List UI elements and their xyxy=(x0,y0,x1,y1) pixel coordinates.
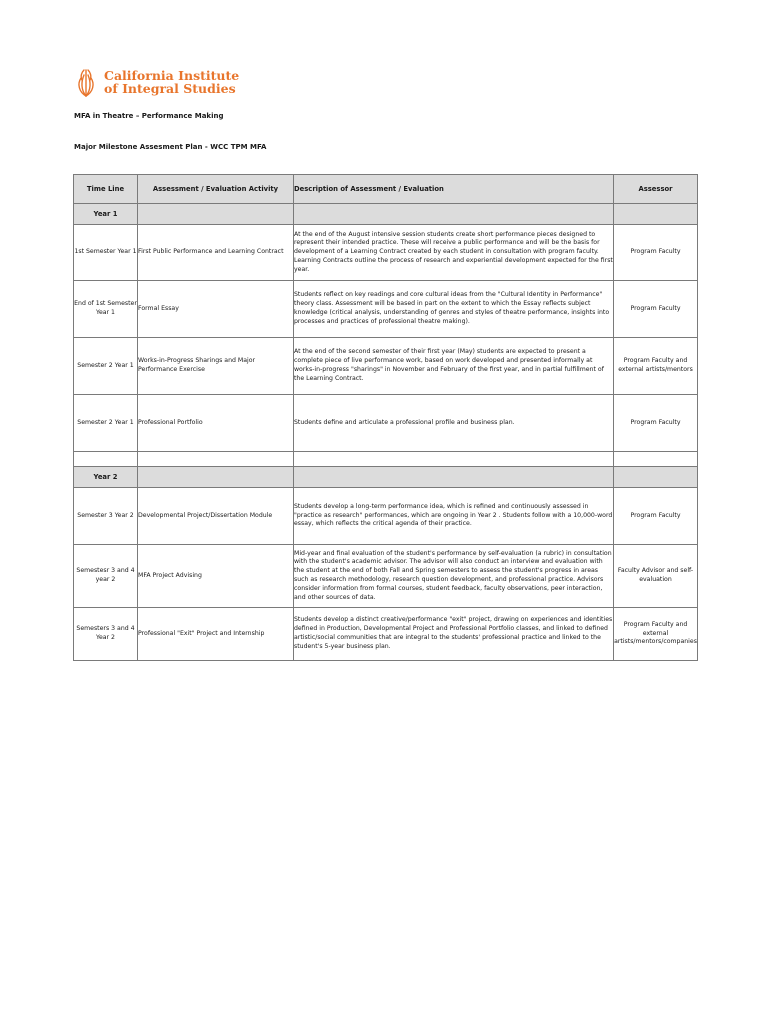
table-row xyxy=(74,488,698,545)
row-activity: Professional Portfolio xyxy=(138,395,294,452)
header-timeline: Time Line xyxy=(74,175,138,204)
table-row xyxy=(74,395,698,452)
row-assessor: Faculty Advisor and self-evaluation xyxy=(614,545,698,608)
year-2-empty-cell xyxy=(138,467,294,488)
year-2-empty-cell xyxy=(294,467,614,488)
row-timeline: 1st Semester Year 1 xyxy=(74,225,138,281)
row-description: At the end of the August intensive session students create short performance pieces designed to represent their intended practice. These will receive a public performance and will be the basis for development of a Learning Contract created by each student in consultation with program faculty. Learning Contracts outline the process of research and experiential development expected for the first year. xyxy=(294,225,614,281)
row-timeline: Semester 2 Year 1 xyxy=(74,338,138,395)
institution-logo xyxy=(74,66,239,98)
row-timeline: Semestesr 3 and 4 year 2 xyxy=(74,545,138,608)
row-description: Students develop a long-term performance idea, which is refined and continuously assessed in "practice as research" performances, which are ongoing in Year 2 . Students follow with a 10,000-word essay, which reflects the critical agenda of their practice. xyxy=(294,488,614,545)
header-activity: Assessment / Evaluation Activity xyxy=(138,175,294,204)
table-row xyxy=(74,338,698,395)
year-1-empty-cell xyxy=(294,204,614,225)
spacer-row xyxy=(74,452,698,467)
row-assessor: Program Faculty and external artists/mentors/companies xyxy=(614,608,698,661)
row-description xyxy=(294,545,614,608)
row-activity: Formal Essay xyxy=(138,281,294,338)
row-activity: Developmental Project/Dissertation Module xyxy=(138,488,294,545)
row-activity: Works-in-Progress Sharings and Major Performance Exercise xyxy=(138,338,294,395)
year-2-empty-cell xyxy=(614,467,698,488)
institution-name xyxy=(104,69,239,96)
row-description-text: Mid-year and final evaluation of the student's performance by self-evaluation (a rubric) in consultation with the student's academic advisor. The advisor will also conduct an interview and evaluation with the student at the end of both Fall and Spring semesters to assess the student's progress in areas such as research methodology, research question development, and professional practice. Advisors consider information from formal courses, student feedback, faculty observations, peer interaction, and other sources of data. xyxy=(294,549,612,601)
year-1-row xyxy=(74,204,698,225)
row-description: Students reflect on key readings and core cultural ideas from the "Cultural Identity in Performance" theory class. Assessment will be based in part on the extent to which the Essay reflects subject knowledge (critical analysis, understanding of genres and styles of theatre performance, insights into processes and practices of professional theatre making). xyxy=(294,281,614,338)
assessment-plan-table xyxy=(73,174,698,661)
row-activity: MFA Project Advising xyxy=(138,545,294,608)
header-description: Description of Assessment / Evaluation xyxy=(294,175,614,204)
year-1-label: Year 1 xyxy=(74,204,138,225)
year-1-empty-cell xyxy=(138,204,294,225)
row-description: Students define and articulate a professional profile and business plan. xyxy=(294,395,614,452)
row-assessor: Program Faculty xyxy=(614,281,698,338)
row-assessor: Program Faculty xyxy=(614,395,698,452)
row-assessor: Program Faculty and external artists/mentors xyxy=(614,338,698,395)
program-title: MFA in Theatre – Performance Making xyxy=(74,112,224,120)
header-assessor: Assessor xyxy=(614,175,698,204)
year-2-label: Year 2 xyxy=(74,467,138,488)
row-description: Students develop a distinct creative/performance "exit" project, drawing on experiences and identities defined in Production, Developmental Project and Professional Portfolio classes, and linked to defined artistic/social communities that are integral to the students' professional practice and linked to the student's 5-year business plan. xyxy=(294,608,614,661)
plan-title: Major Milestone Assesment Plan - WCC TPM MFA xyxy=(74,143,267,151)
row-timeline: Semesters 3 and 4 Year 2 xyxy=(74,608,138,661)
row-assessor: Program Faculty xyxy=(614,488,698,545)
row-timeline: Semester 2 Year 1 xyxy=(74,395,138,452)
table-row xyxy=(74,281,698,338)
spacer-cell xyxy=(74,452,138,467)
institution-name-line1: California Institute xyxy=(104,67,240,83)
spacer-cell xyxy=(138,452,294,467)
spacer-cell xyxy=(614,452,698,467)
year-2-row xyxy=(74,467,698,488)
institution-name-line2: of Integral Studies xyxy=(104,81,236,96)
table-row xyxy=(74,225,698,281)
table-row xyxy=(74,608,698,661)
year-1-empty-cell xyxy=(614,204,698,225)
table-row xyxy=(74,545,698,608)
row-activity: First Public Performance and Learning Contract xyxy=(138,225,294,281)
row-description: At the end of the second semester of their first year (May) students are expected to present a complete piece of live performance work, based on work developed and presented informally at works-in-progress "sharings" in November and February of the first year, and in partial fulfillment of the Learning Contract. xyxy=(294,338,614,395)
table-header-row xyxy=(74,175,698,204)
row-assessor: Program Faculty xyxy=(614,225,698,281)
row-timeline: End of 1st Semester Year 1 xyxy=(74,281,138,338)
spacer-cell xyxy=(294,452,614,467)
ciis-flame-logo-icon xyxy=(74,66,98,98)
row-activity: Professional "Exit" Project and Internship xyxy=(138,608,294,661)
row-timeline: Semester 3 Year 2 xyxy=(74,488,138,545)
